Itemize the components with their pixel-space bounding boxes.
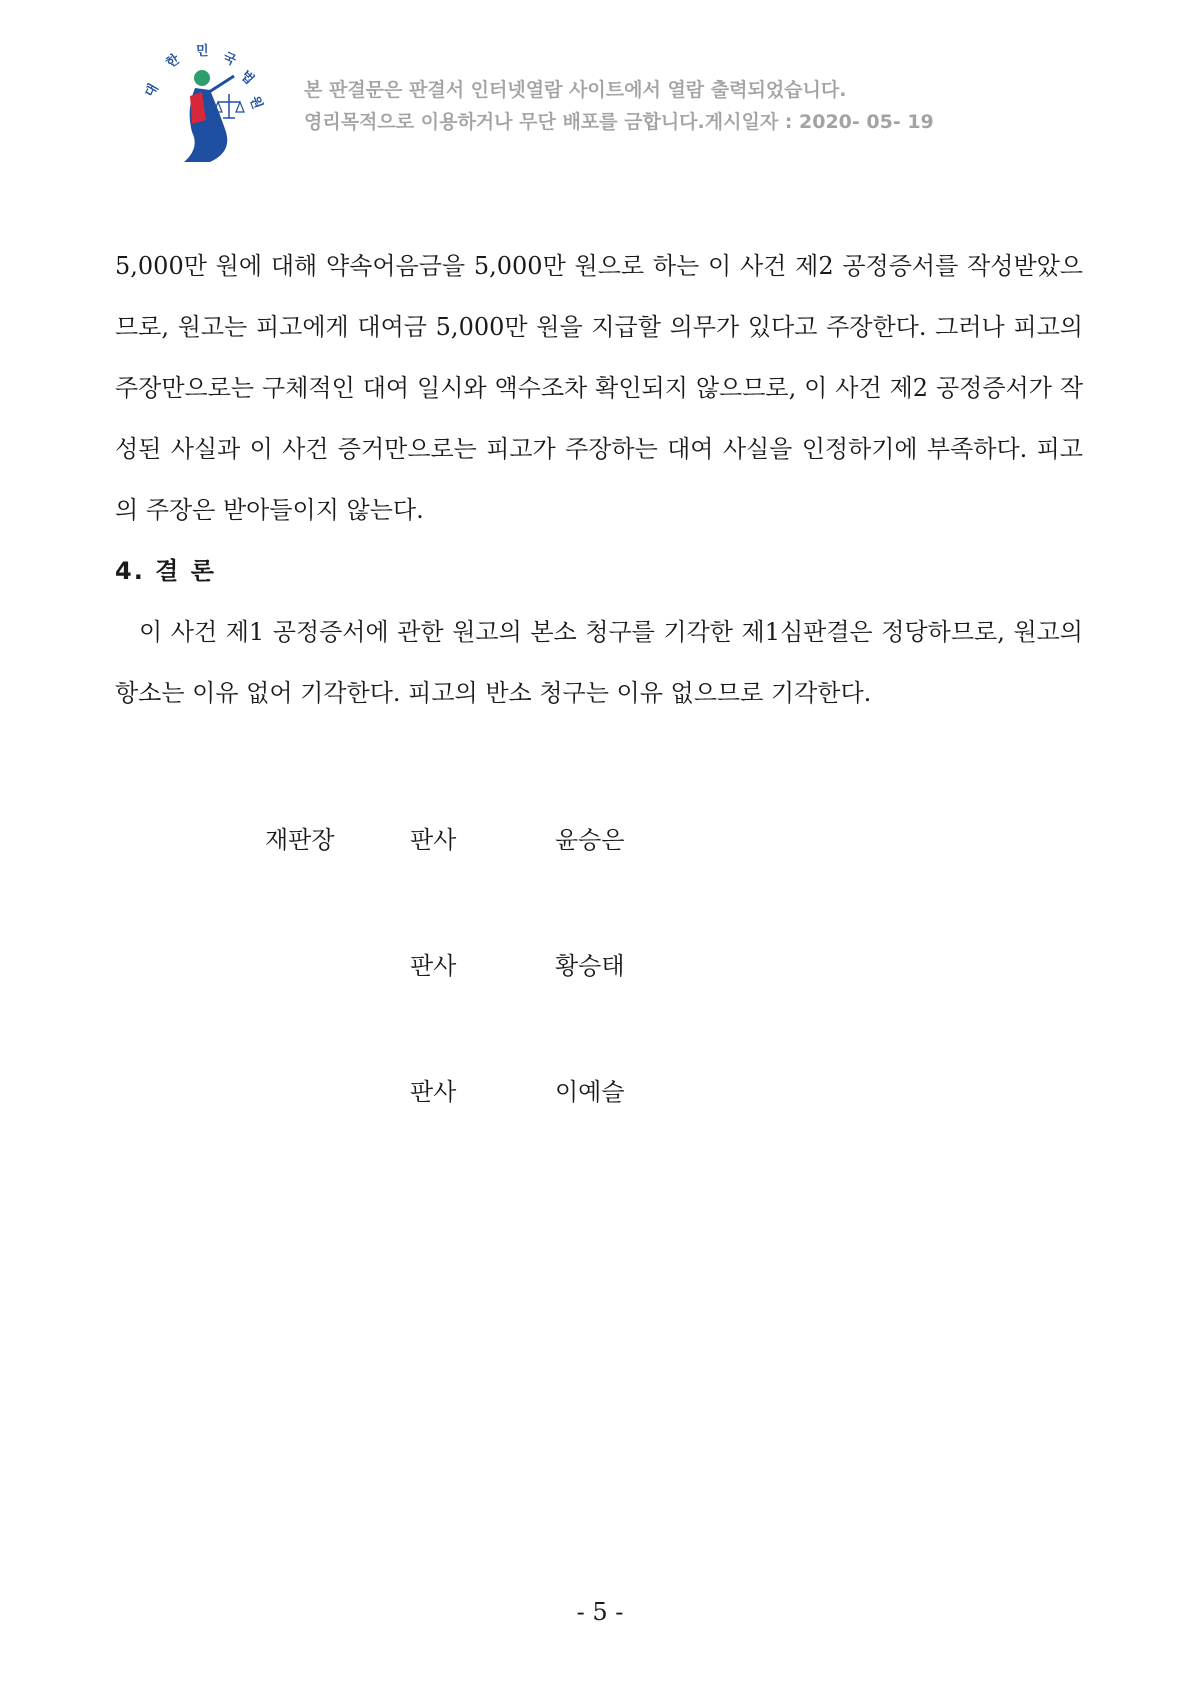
svg-text:원: 원 (246, 94, 265, 112)
judge-name: 이예슬 (555, 1078, 625, 1106)
svg-text:국: 국 (220, 50, 239, 69)
notice-line-1: 본 판결문은 판결서 인터넷열람 사이트에서 열람 출력되었습니다. (304, 79, 847, 101)
svg-text:민: 민 (196, 44, 209, 59)
judge-role: 판사 (410, 1078, 457, 1106)
svg-text:대: 대 (142, 81, 162, 100)
judge-role: 판사 (410, 826, 457, 854)
judge-name: 황승태 (555, 952, 625, 980)
judge-name: 윤승은 (555, 826, 625, 854)
svg-text:한: 한 (163, 51, 183, 72)
svg-text:법: 법 (237, 68, 257, 88)
document-header (140, 40, 1040, 170)
judge-role: 판사 (410, 952, 457, 980)
court-logo-icon (140, 40, 280, 170)
reasoning-paragraph: 5,000만 원에 대해 약속어음금을 5,000만 원으로 하는 이 사건 제2 공정증서를 작성받았으므로, 원고는 피고에게 대여금 5,000만 원을 지급할 의무가 있다고 주장한다. 그러나 피고의 주장만으로는 구체적인 대여 일시와 액수조차 확인되지 않으므로, 이 사건 제2 공정증서가 작성된 사실과 이 사건 증거만으로는 피고가 주장하는 대여 사실을 인정하기에 부족하다. 피고의 주장은 받아들이지 않는다. (115, 252, 1083, 524)
conclusion-paragraph: 이 사건 제1 공정증서에 관한 원고의 본소 청구를 기각한 제1심판결은 정당하므로, 원고의 항소는 이유 없어 기각한다. 피고의 반소 청구는 이유 없으므로 기각한다. (115, 618, 1083, 707)
page-number: - 5 - (576, 1598, 624, 1626)
judgment-body (115, 236, 1083, 724)
presiding-title: 재판장 (265, 826, 335, 854)
section-heading-conclusion: 4. 결 론 (115, 557, 216, 585)
notice-line-2: 영리목적으로 이용하거나 무단 배포를 금합니다.게시일자 : 2020- 05- 19 (304, 111, 934, 133)
viewing-notice (304, 74, 934, 138)
